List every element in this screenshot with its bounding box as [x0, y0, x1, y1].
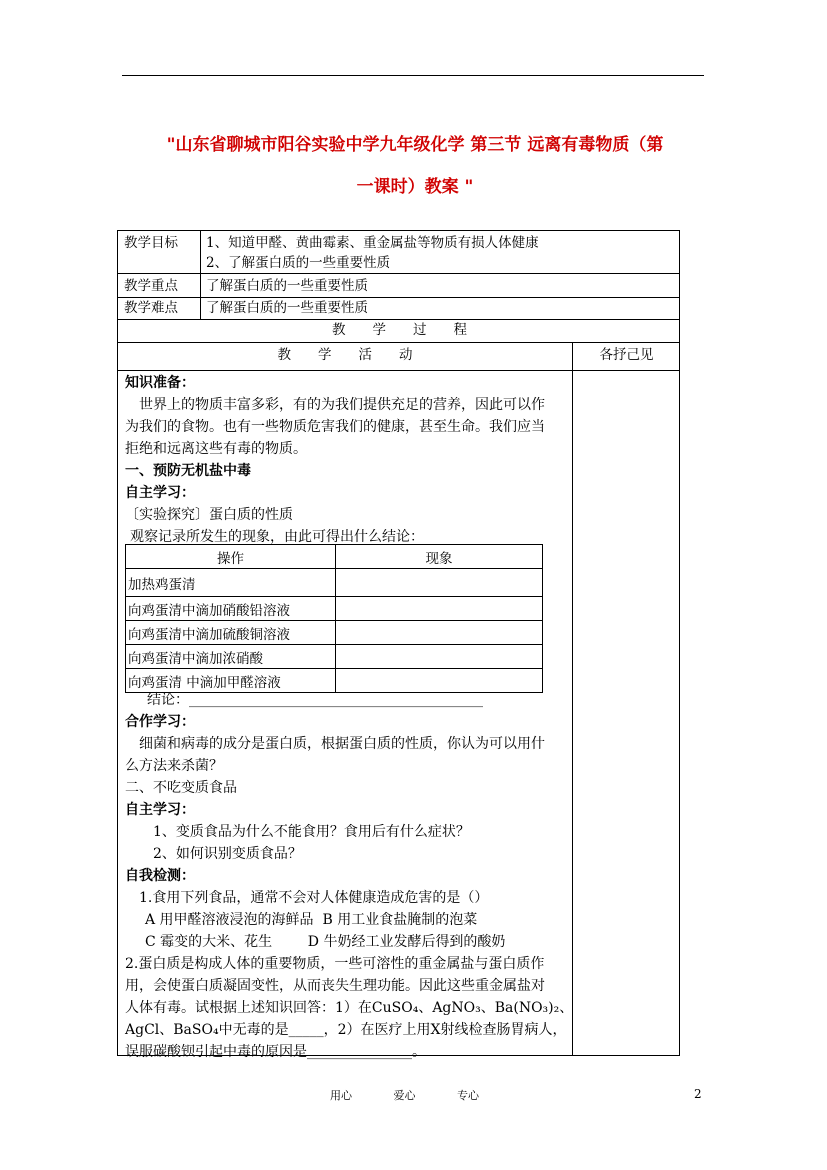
footer-word: 用心: [330, 1089, 352, 1102]
difficulty-label: 教学难点: [124, 300, 178, 316]
footer-word: 爱心: [393, 1089, 416, 1102]
check-question-2: 用，会使蛋白质凝固变性，从而丧失生理功能。因此这些重金属盐对: [125, 978, 545, 994]
activity-header: 教 学 活 动: [277, 347, 413, 363]
header-rule: [122, 75, 704, 76]
experiment-table: [125, 544, 543, 693]
goal-label: 教学目标: [124, 235, 178, 251]
check-question-2: AgCl、BaSO₄中无毒的是_____，2）在医疗上用X射线检查肠胃病人，: [125, 1022, 567, 1038]
question-2: 2、如何识别变质食品？: [153, 846, 302, 862]
self-study-heading: 自主学习：: [125, 485, 195, 501]
exp-operation: 向鸡蛋清中滴加硝酸铅溶液: [126, 597, 336, 621]
check-question-1: 1.食用下列食品，通常不会对人体健康造成危害的是（）: [139, 890, 489, 906]
document-title-line-1: "山东省聊城市阳谷实验中学九年级化学 第三节 远离有毒物质（第: [166, 135, 664, 155]
col-divider: [200, 231, 201, 319]
observe-instruction: 观察记录所发生的现象，由此可得出什么结论：: [130, 529, 424, 545]
check-question-2: 误服碳酸钡引起中毒的原因是_______________。: [125, 1044, 426, 1060]
section-heading-2: 二、不吃变质食品: [125, 780, 237, 796]
notes-header: 各抒己见: [599, 347, 654, 363]
check-options-ab: A 用甲醛溶液浸泡的海鲜品 B 用工业食盐腌制的泡菜: [145, 912, 478, 928]
exp-operation: 向鸡蛋清中滴加浓硝酸: [126, 645, 336, 669]
coop-text: 细菌和病毒的成分是蛋白质，根据蛋白质的性质，你认为可以用什: [139, 736, 545, 752]
goal-item-1: 1、知道甲醛、黄曲霉素、重金属盐等物质有损人体健康: [206, 235, 539, 251]
page-footer: [330, 1087, 517, 1103]
exp-phenomenon-blank[interactable]: [336, 597, 543, 621]
row-divider: [118, 297, 679, 298]
self-check-heading: 自我检测：: [125, 868, 195, 884]
exp-col-operation: 操作: [126, 545, 336, 569]
exp-operation: 向鸡蛋清 中滴加甲醛溶液: [126, 669, 336, 693]
document-title-line-2: 一课时）教案 ": [356, 177, 474, 197]
exp-col-phenomenon: 现象: [336, 545, 543, 569]
exp-phenomenon-blank[interactable]: [336, 621, 543, 645]
coop-text: 么方法来杀菌？: [125, 758, 223, 774]
section-heading-1: 一、预防无机盐中毒: [125, 463, 251, 479]
coop-heading: 合作学习：: [125, 714, 195, 730]
lesson-plan-table: [117, 230, 680, 1060]
row-divider: [118, 342, 679, 343]
question-1: 1、变质食品为什么不能食用？食用后有什么症状？: [153, 824, 470, 840]
footer-word: 专心: [457, 1089, 479, 1102]
difficulty-value: 了解蛋白质的一些重要性质: [206, 300, 368, 316]
row-divider: [118, 370, 679, 371]
exp-phenomenon-blank[interactable]: [336, 569, 543, 597]
focus-label: 教学重点: [124, 278, 178, 294]
lesson-content: [125, 372, 575, 548]
page-number: 2: [694, 1087, 702, 1101]
check-question-2: 人体有毒。试根据上述知识回答：1）在CuSO₄、AgNO₃、Ba(NO₃)₂、: [125, 1000, 574, 1016]
prep-text: 为我们的食物。也有一些物质危害我们的健康，甚至生命。我们应当: [125, 419, 545, 435]
conclusion-blank: 结论：__________________________________________: [147, 692, 483, 708]
exp-operation: 向鸡蛋清中滴加硫酸铜溶液: [126, 621, 336, 645]
prep-heading: 知识准备：: [125, 375, 195, 391]
check-options-cd: C 霉变的大米、花生 D 牛奶经工业发酵后得到的酸奶: [145, 934, 506, 950]
check-question-2: 2.蛋白质是构成人体的重要物质，一些可溶性的重金属盐与蛋白质作: [125, 956, 545, 972]
lesson-content-2: [125, 689, 575, 1063]
goal-item-2: 2、了解蛋白质的一些重要性质: [206, 255, 391, 271]
row-divider: [118, 273, 679, 274]
prep-text: 拒绝和远离这些有毒的物质。: [125, 441, 307, 457]
focus-value: 了解蛋白质的一些重要性质: [206, 278, 368, 294]
prep-text: 世界上的物质丰富多彩，有的为我们提供充足的营养，因此可以作: [139, 397, 545, 413]
exp-phenomenon-blank[interactable]: [336, 645, 543, 669]
process-header: 教 学 过 程: [332, 322, 467, 338]
exp-operation: 加热鸡蛋清: [126, 569, 336, 597]
self-study-heading-2: 自主学习：: [125, 802, 195, 818]
experiment-title: 〔实验探究〕蛋白质的性质: [125, 507, 293, 523]
